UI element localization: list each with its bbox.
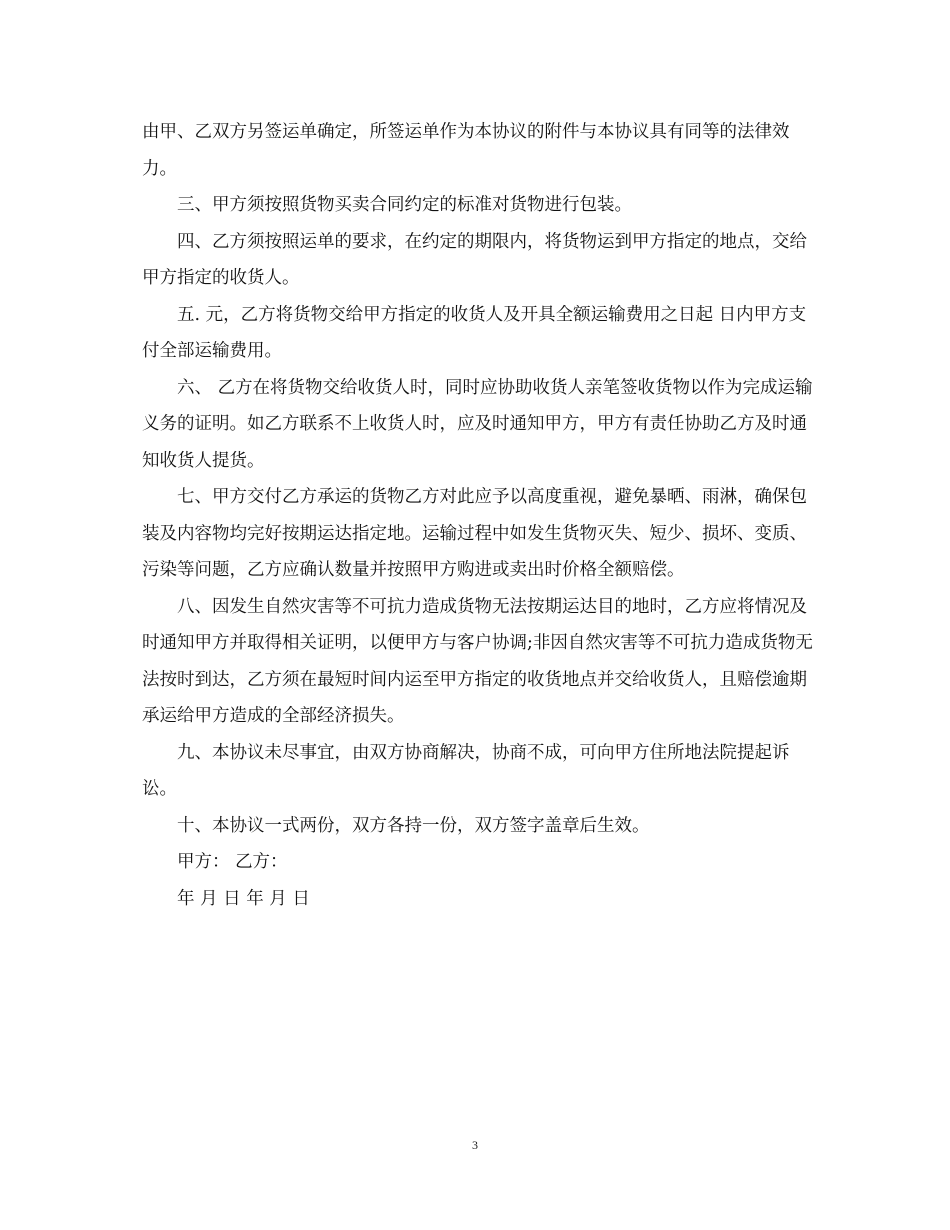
clause-five: 五. 元，乙方将货物交给甲方指定的收货人及开具全额运输费用之日起 日内甲方支付全部运输费用。 [142,304,807,361]
document-body [142,114,822,917]
signature-dates: 年 月 日 年 月 日 [177,888,310,909]
clause-seven: 七、甲方交付乙方承运的货物乙方对此应予以高度重视，避免暴晒、雨淋，确保包装及内容物均完好按期运达指定地。运输过程中如发生货物灭失、短少、损坏、变质、污染等问题，乙方应确认数量并按照甲方购进或卖出时价格全额赔偿。 [142,487,807,580]
page-number: 3 [472,1138,478,1152]
paragraph-continuation: 由甲、乙双方另签运单确定，所签运单作为本协议的附件与本协议具有同等的法律效力。 [142,122,790,179]
clause-ten: 十、本协议一式两份，双方各持一份，双方签字盖章后生效。 [177,815,650,836]
clause-four: 四、乙方须按照运单的要求，在约定的期限内，将货物运到甲方指定的地点，交给甲方指定的收货人。 [142,231,807,288]
clause-nine: 九、本协议未尽事宜，由双方协商解决，协商不成，可向甲方住所地法院提起诉讼。 [142,742,790,799]
clause-three: 三、甲方须按照货物买卖合同约定的标准对货物进行包装。 [177,195,632,215]
clause-eight: 八、因发生自然灾害等不可抗力造成货物无法按期运达目的地时，乙方应将情况及时通知甲方并取得相关证明，以便甲方与客户协调;非因自然灾害等不可抗力造成货物无法按时到达，乙方须在最短时间内运至甲方指定的收货地点并交给收货人，且赔偿逾期承运给甲方造成的全部经济损失。 [142,596,813,726]
signature-parties: 甲方： 乙方： [177,852,288,872]
clause-six: 六、 乙方在将货物交给收货人时，同时应协助收货人亲笔签收货物以作为完成运输义务的证明。如乙方联系不上收货人时，应及时通知甲方，甲方有责任协助乙方及时通知收货人提货。 [142,377,813,471]
